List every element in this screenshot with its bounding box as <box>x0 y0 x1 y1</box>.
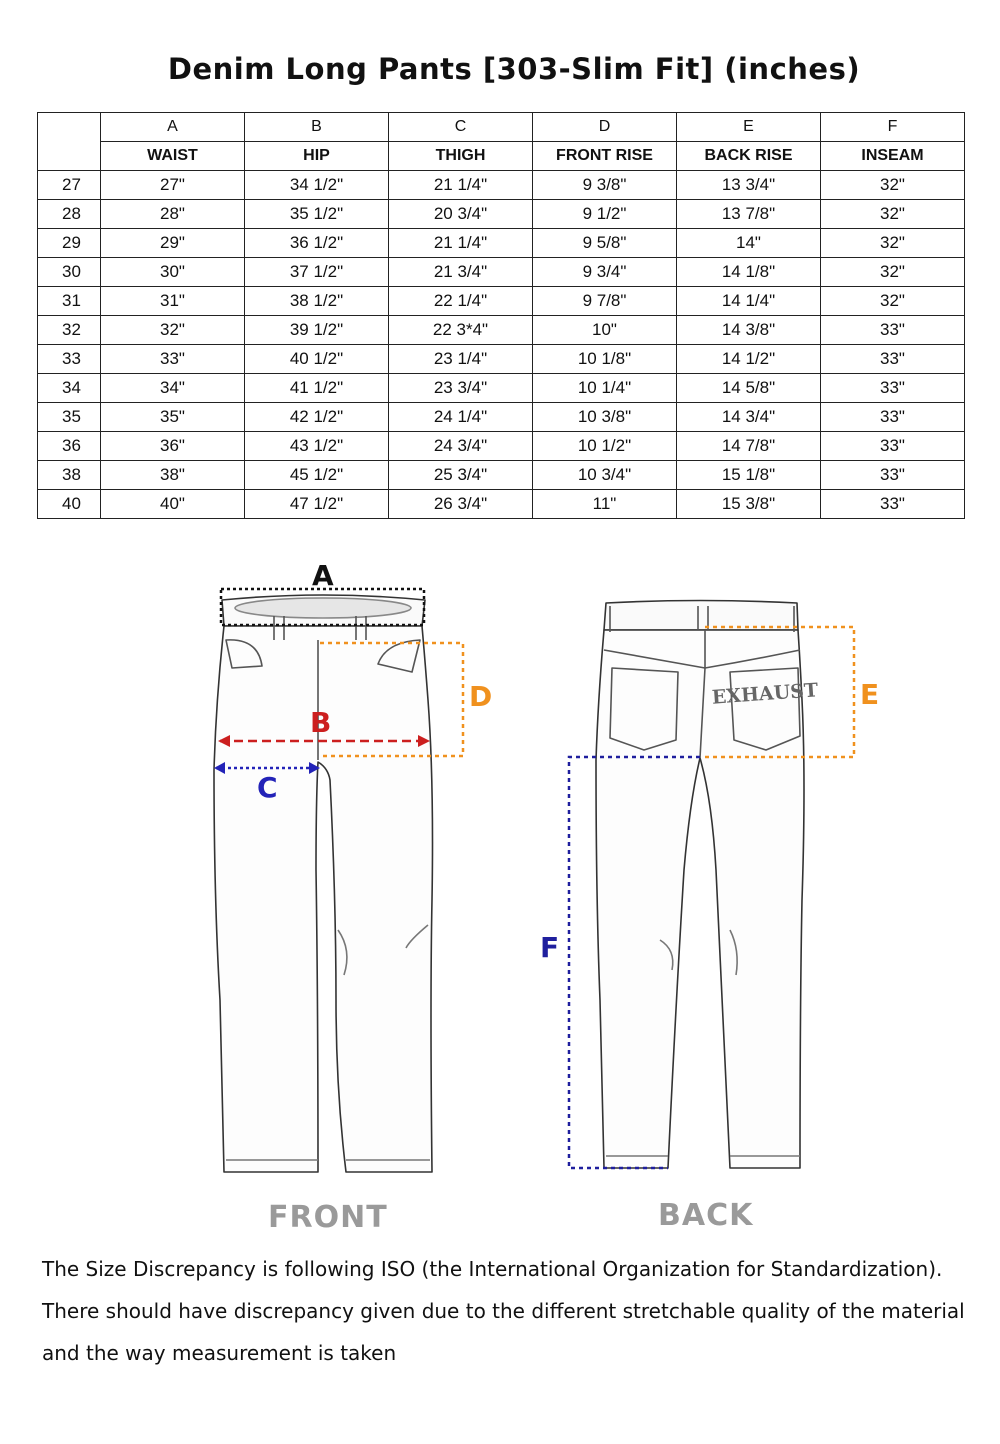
back-view-label: BACK <box>658 1198 754 1233</box>
measurement-cell: 21 1/4" <box>389 229 533 258</box>
marker-c: C <box>257 771 278 804</box>
column-header: BACK RISE <box>677 142 821 171</box>
brand-logo: EXHAUST <box>711 679 819 709</box>
measurement-cell: 14" <box>677 229 821 258</box>
measurement-cell: 9 3/8" <box>533 171 677 200</box>
size-cell: 27 <box>38 171 101 200</box>
size-cell: 35 <box>38 403 101 432</box>
letter-cell: E <box>677 113 821 142</box>
measurement-cell: 32" <box>821 200 965 229</box>
measurement-cell: 32" <box>821 229 965 258</box>
measure-letter-row <box>38 113 965 142</box>
measurement-cell: 32" <box>821 258 965 287</box>
measurement-cell: 30" <box>101 258 245 287</box>
measurement-cell: 28" <box>101 200 245 229</box>
measurement-cell: 21 1/4" <box>389 171 533 200</box>
size-cell: 30 <box>38 258 101 287</box>
measurement-cell: 22 1/4" <box>389 287 533 316</box>
measurement-cell: 23 1/4" <box>389 345 533 374</box>
size-cell: 31 <box>38 287 101 316</box>
size-cell: 34 <box>38 374 101 403</box>
measurement-cell: 42 1/2" <box>245 403 389 432</box>
front-pants-drawing <box>214 595 433 1172</box>
measurement-cell: 9 7/8" <box>533 287 677 316</box>
size-cell: 36 <box>38 432 101 461</box>
measurement-cell: 33" <box>821 432 965 461</box>
page-title: Denim Long Pants [303-Slim Fit] (inches) <box>167 52 861 86</box>
back-waistband <box>604 601 798 631</box>
size-cell: 32 <box>38 316 101 345</box>
measurement-cell: 38" <box>101 461 245 490</box>
measurement-cell: 34" <box>101 374 245 403</box>
size-chart-table <box>37 112 965 519</box>
marker-b: B <box>310 706 332 739</box>
measurement-cell: 33" <box>821 374 965 403</box>
measurement-cell: 36 1/2" <box>245 229 389 258</box>
size-cell: 38 <box>38 461 101 490</box>
letter-cell: C <box>389 113 533 142</box>
measurement-cell: 38 1/2" <box>245 287 389 316</box>
measure-header-row <box>38 142 965 171</box>
measurement-cell: 43 1/2" <box>245 432 389 461</box>
table-row <box>38 200 965 229</box>
measurement-cell: 32" <box>101 316 245 345</box>
measurement-cell: 23 3/4" <box>389 374 533 403</box>
letter-cell: B <box>245 113 389 142</box>
marker-e: E <box>860 678 880 711</box>
measurement-cell: 47 1/2" <box>245 490 389 519</box>
table-row <box>38 316 965 345</box>
corner-cell <box>38 113 101 171</box>
column-header: HIP <box>245 142 389 171</box>
measurement-cell: 14 1/4" <box>677 287 821 316</box>
table-row <box>38 374 965 403</box>
measurement-cell: 32" <box>821 287 965 316</box>
measurement-cell: 21 3/4" <box>389 258 533 287</box>
measurement-cell: 33" <box>821 316 965 345</box>
measurement-cell: 40 1/2" <box>245 345 389 374</box>
size-note-line-2: There should have discrepancy given due to the different stretchable quality of the material <box>42 1299 965 1323</box>
measurement-cell: 14 3/4" <box>677 403 821 432</box>
measurement-cell: 40" <box>101 490 245 519</box>
measurement-cell: 26 3/4" <box>389 490 533 519</box>
measurement-cell: 20 3/4" <box>389 200 533 229</box>
pants-diagram <box>0 545 1000 1245</box>
table-row <box>38 229 965 258</box>
measurement-cell: 14 3/8" <box>677 316 821 345</box>
measurement-cell: 31" <box>101 287 245 316</box>
measurement-cell: 33" <box>101 345 245 374</box>
measurement-cell: 33" <box>821 403 965 432</box>
table-row <box>38 171 965 200</box>
table-row <box>38 345 965 374</box>
measurement-cell: 14 1/2" <box>677 345 821 374</box>
marker-a: A <box>312 559 334 592</box>
size-cell: 33 <box>38 345 101 374</box>
measurement-cell: 35" <box>101 403 245 432</box>
measurement-cell: 11" <box>533 490 677 519</box>
measurement-cell: 10" <box>533 316 677 345</box>
size-cell: 28 <box>38 200 101 229</box>
size-cell: 40 <box>38 490 101 519</box>
front-waist-opening <box>235 598 411 618</box>
size-note-line-3: and the way measurement is taken <box>42 1341 397 1365</box>
back-outline <box>596 630 804 1168</box>
measurement-cell: 10 1/4" <box>533 374 677 403</box>
column-header: WAIST <box>101 142 245 171</box>
measurement-cell: 13 7/8" <box>677 200 821 229</box>
table-row <box>38 461 965 490</box>
measurement-cell: 14 1/8" <box>677 258 821 287</box>
measurement-cell: 10 3/4" <box>533 461 677 490</box>
measurement-cell: 34 1/2" <box>245 171 389 200</box>
measurement-cell: 10 1/8" <box>533 345 677 374</box>
letter-cell: D <box>533 113 677 142</box>
measurement-cell: 33" <box>821 461 965 490</box>
measurement-cell: 10 3/8" <box>533 403 677 432</box>
measurement-cell: 15 1/8" <box>677 461 821 490</box>
measurement-cell: 22 3*4" <box>389 316 533 345</box>
measurement-cell: 9 3/4" <box>533 258 677 287</box>
table-row <box>38 490 965 519</box>
size-note-line-1: The Size Discrepancy is following ISO (the International Organization for Standardization). <box>42 1257 943 1281</box>
measurement-cell: 35 1/2" <box>245 200 389 229</box>
measurement-cell: 29" <box>101 229 245 258</box>
measurement-cell: 45 1/2" <box>245 461 389 490</box>
measurement-cell: 33" <box>821 490 965 519</box>
column-header: FRONT RISE <box>533 142 677 171</box>
table-row <box>38 403 965 432</box>
marker-f: F <box>540 931 560 964</box>
measurement-cell: 14 5/8" <box>677 374 821 403</box>
measurement-cell: 32" <box>821 171 965 200</box>
measurement-cell: 33" <box>821 345 965 374</box>
measurement-cell: 36" <box>101 432 245 461</box>
measurement-cell: 14 7/8" <box>677 432 821 461</box>
table-row <box>38 432 965 461</box>
marker-d: D <box>469 680 493 713</box>
size-cell: 29 <box>38 229 101 258</box>
measurement-cell: 25 3/4" <box>389 461 533 490</box>
letter-cell: A <box>101 113 245 142</box>
column-header: INSEAM <box>821 142 965 171</box>
measurement-cell: 13 3/4" <box>677 171 821 200</box>
measurement-cell: 27" <box>101 171 245 200</box>
front-view-label: FRONT <box>268 1200 388 1235</box>
table-row <box>38 287 965 316</box>
measurement-cell: 9 1/2" <box>533 200 677 229</box>
measurement-cell: 15 3/8" <box>677 490 821 519</box>
size-rows <box>38 171 965 519</box>
table-row <box>38 258 965 287</box>
measurement-cell: 37 1/2" <box>245 258 389 287</box>
measurement-cell: 24 3/4" <box>389 432 533 461</box>
column-header: THIGH <box>389 142 533 171</box>
measurement-cell: 24 1/4" <box>389 403 533 432</box>
measurement-cell: 10 1/2" <box>533 432 677 461</box>
measurement-cell: 39 1/2" <box>245 316 389 345</box>
measurement-cell: 9 5/8" <box>533 229 677 258</box>
measurement-cell: 41 1/2" <box>245 374 389 403</box>
letter-cell: F <box>821 113 965 142</box>
